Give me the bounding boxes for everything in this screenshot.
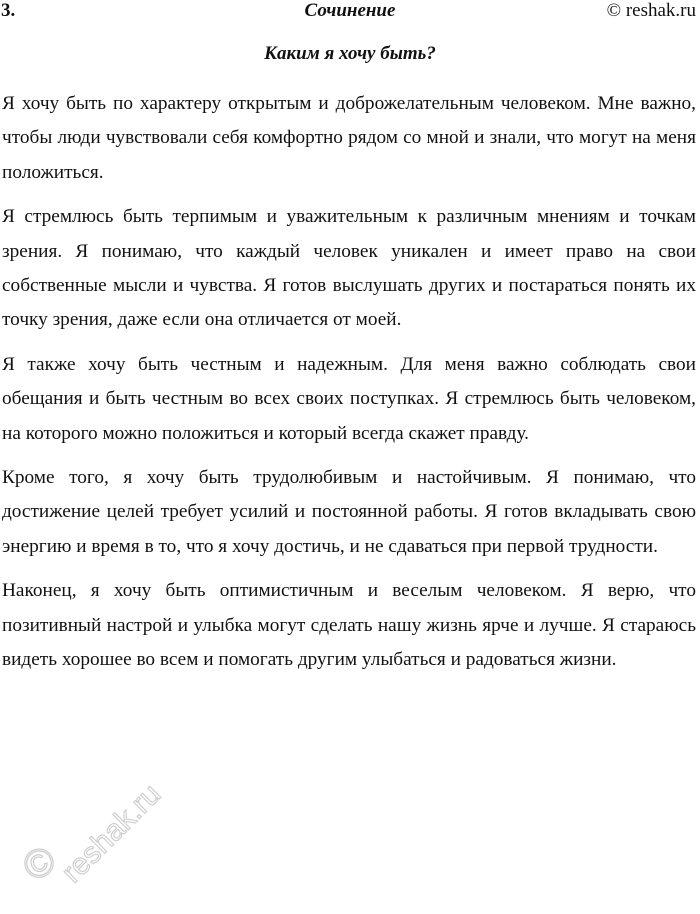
essay-paragraph-2: Я стремлюсь быть терпимым и уважительным к различным мнениям и точкам зрения. Я понимаю, что каждый человек уникален и имеет право на свои собственные мысли и чувства. Я готов выслушать других и постараться понять их точку зрения, даже если она отличается от моей. <box>2 206 696 331</box>
watermark-text: reshak.ru <box>55 777 168 890</box>
watermark-copyright-symbol: © <box>15 837 64 891</box>
page-header <box>0 0 700 26</box>
essay-body <box>2 87 696 688</box>
essay-title: Каким я хочу быть? <box>264 43 436 64</box>
essay-paragraph-1: Я хочу быть по характеру открытым и доброжелательным человеком. Мне важно, чтобы люди чувствовали себя комфортно рядом со мной и знали, что могут на меня положиться. <box>2 93 696 183</box>
essay-paragraph-3: Я также хочу быть честным и надежным. Для меня важно соблюдать свои обещания и быть честным во всех своих поступках. Я стремлюсь быть человеком, на которого можно положиться и который всегда скажет правду. <box>2 353 696 444</box>
task-number: 3. <box>1 0 16 21</box>
section-title: Сочинение <box>304 0 396 21</box>
essay-paragraph-5: Наконец, я хочу быть оптимистичным и веселым человеком. Я верю, что позитивный настрой и улыбка могут сделать нашу жизнь ярче и лучше. Я стараюсь видеть хорошее во всем и помогать другим улыбаться и радоваться жизни. <box>2 580 696 671</box>
essay-paragraph-4: Кроме того, я хочу быть трудолюбивым и настойчивым. Я понимаю, что достижение целей требует усилий и постоянной работы. Я готов вкладывать свою энергию и время в то, что я хочу достичь, и не сдаваться при первой трудности. <box>2 467 696 557</box>
copyright-notice: © reshak.ru <box>606 0 696 21</box>
watermark-logo <box>8 762 168 902</box>
